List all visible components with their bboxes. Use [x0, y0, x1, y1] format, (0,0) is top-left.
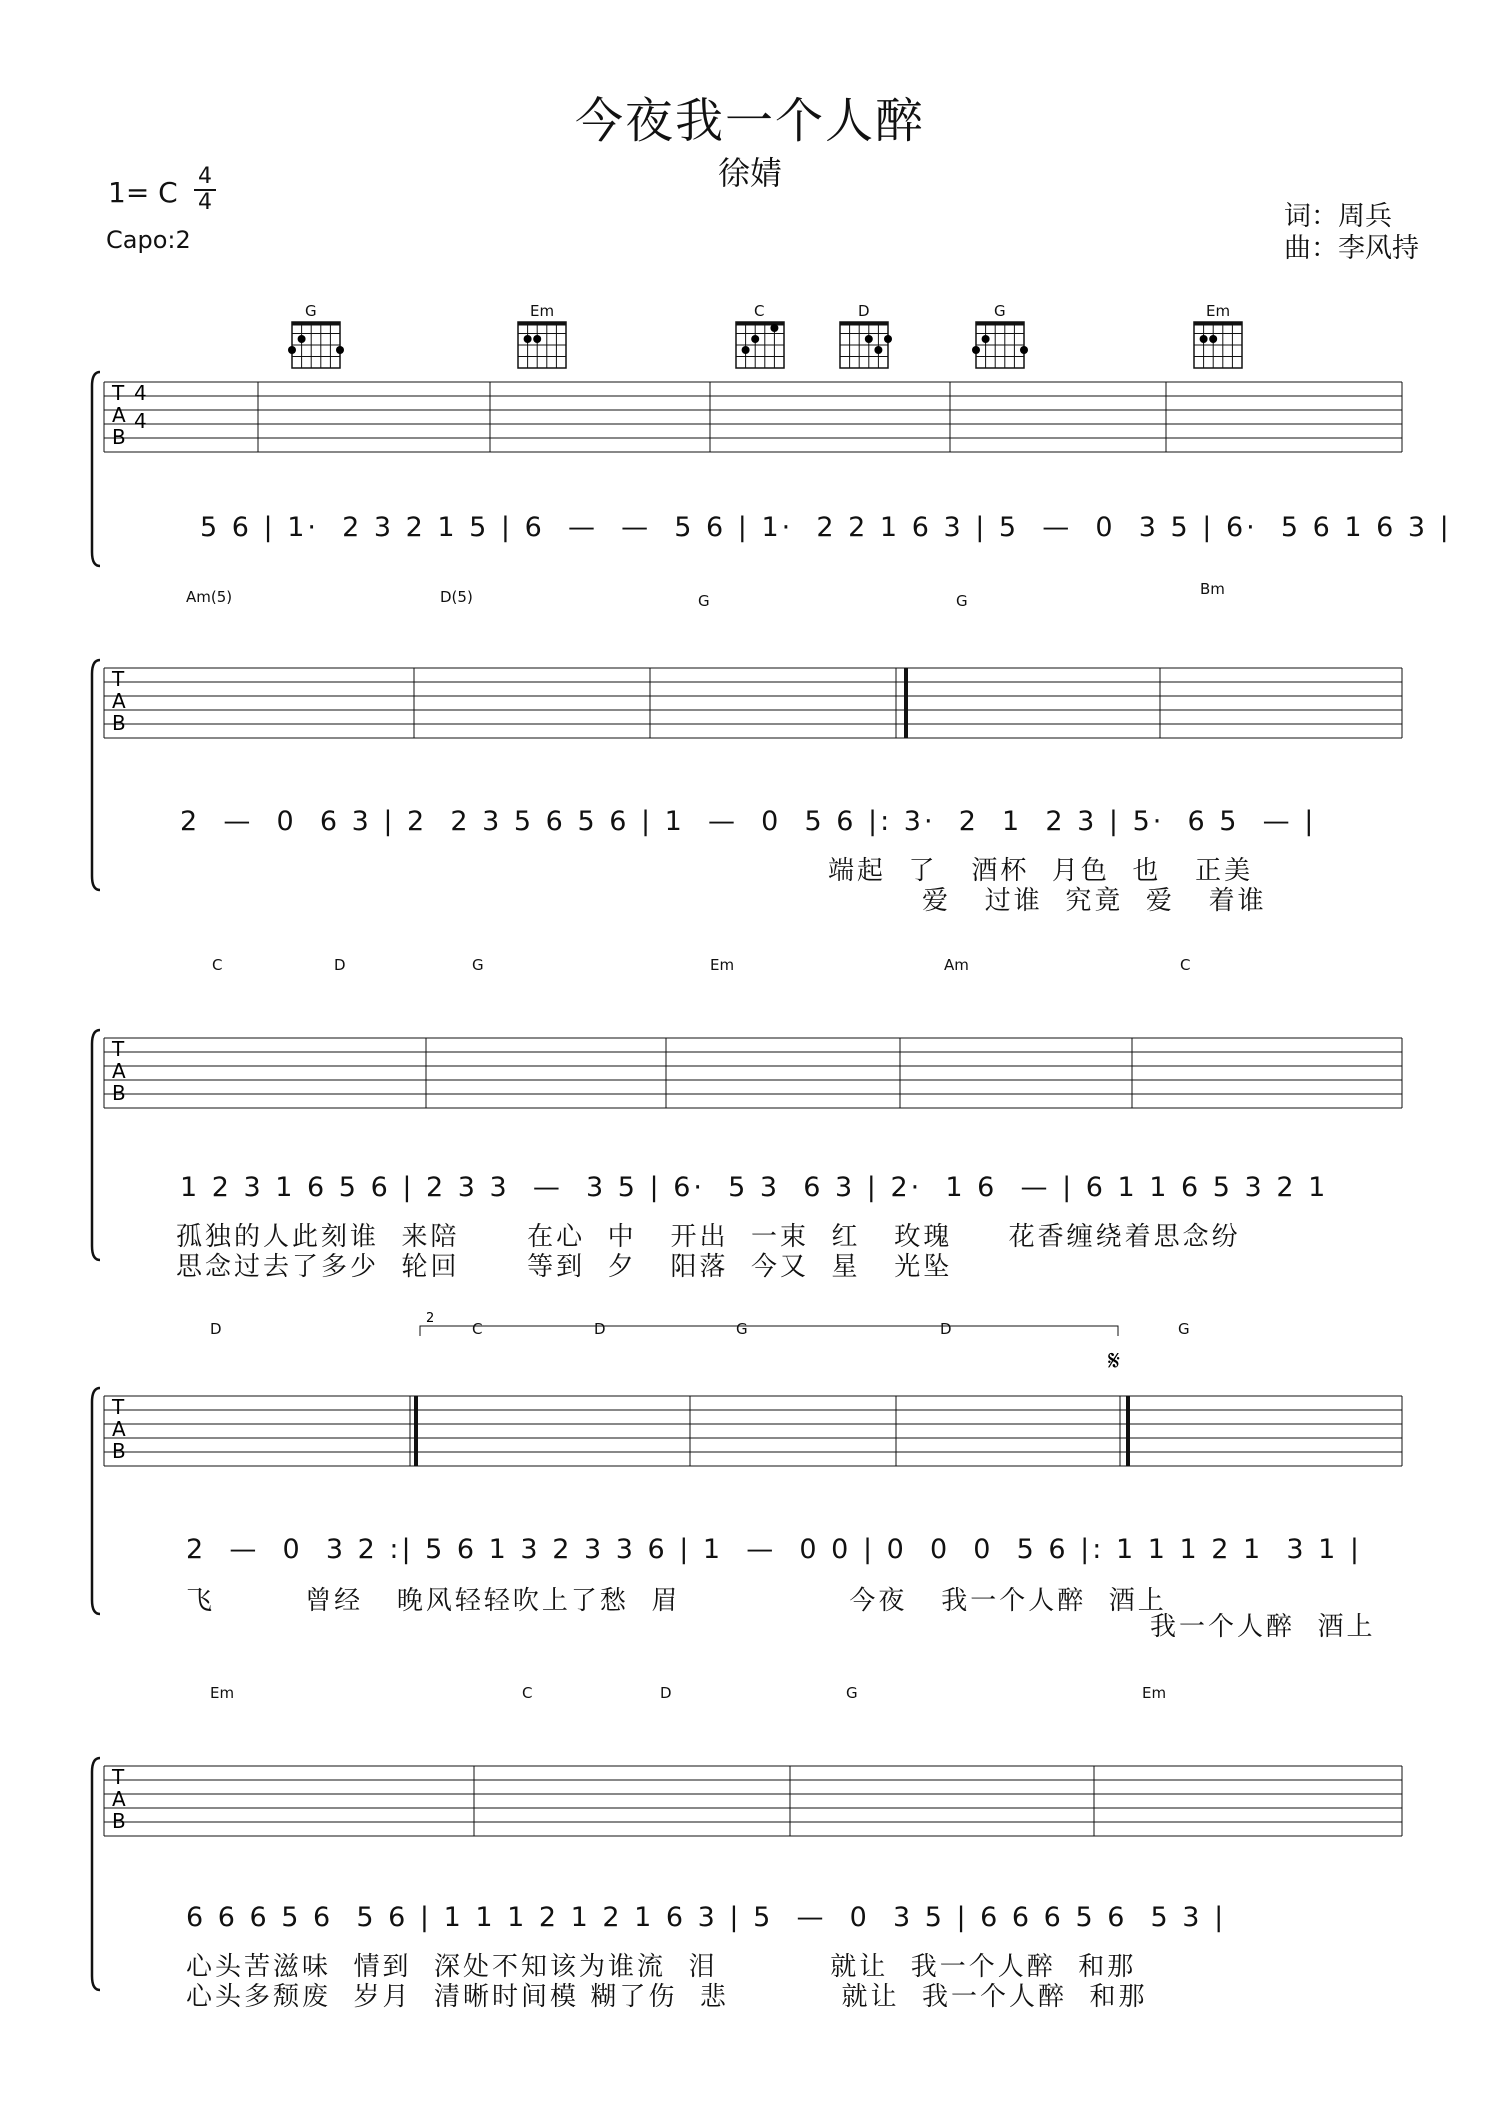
jianpu-line-2: 2 — 0 6 3 | 2 2 3 5 6 5 6 | 1 — 0 5 6 |: 3· 2 1 2 3 | 5· 6 5 — | — [180, 806, 1317, 837]
key-signature: 1= C — [108, 176, 178, 209]
chord-label: G — [956, 592, 968, 610]
system-3 — [0, 950, 1500, 1290]
system-5 — [0, 1680, 1500, 2020]
time-signature — [194, 166, 216, 214]
lyrics-line-5b: 心头多颓废 岁月 清晰时间模 糊了伤 悲 就让 我一个人醉 和那 — [186, 1982, 1148, 2012]
lyricist-credit: 词：周兵 — [1284, 201, 1392, 232]
chord-label: Em — [210, 1684, 235, 1702]
jianpu-line-1: 5 6 | 1· 2 3 2 1 5 | 6 — — 5 6 | 1· 2 2 1 6 3 | 5 — 0 3 5 | 6· 5 6 1 6 3 | — [200, 512, 1452, 543]
svg-text:A: A — [112, 1059, 126, 1083]
svg-text:B: B — [112, 711, 126, 735]
chord-label: G — [698, 592, 710, 610]
jianpu-line-3: 1 2 3 1 6 5 6 | 2 3 3 — 3 5 | 6· 5 3 6 3 | 2· 1 6 — | 6 1 1 6 5 3 2 1 — [180, 1172, 1329, 1203]
svg-text:A: A — [112, 1787, 126, 1811]
lyrics-line-5a: 心头苦滋味 情到 深处不知该为谁流 泪 就让 我一个人醉 和那 — [186, 1952, 1137, 1982]
lyrics-line-3a: 孤独的人此刻谁 来陪 在心 中 开出 一束 红 玫瑰 花香缠绕着思念纷 — [176, 1222, 1241, 1252]
chord-label: G — [1178, 1320, 1190, 1338]
svg-text:4: 4 — [134, 409, 147, 433]
svg-text:B: B — [112, 1081, 126, 1105]
system-1 — [0, 290, 1500, 570]
svg-text:B: B — [112, 1809, 126, 1833]
artist-name: 徐婧 — [717, 154, 782, 192]
svg-text:𝄋: 𝄋 — [1108, 1344, 1121, 1377]
svg-text:T: T — [112, 1395, 125, 1419]
svg-text:T: T — [112, 667, 125, 691]
chord-label: G — [994, 302, 1006, 320]
time-signature-top: 4 — [198, 164, 212, 189]
chord-diagrams-1 — [288, 322, 1242, 368]
tab-staff-2 — [0, 580, 1500, 920]
jianpu-line-4: 2 — 0 3 2 :| 5 6 1 3 2 3 3 6 | 1 — 0 0 | 0 0 0 5 6 |: 1 1 1 2 1 3 1 | — [186, 1534, 1362, 1565]
capo-label: Capo:2 — [106, 226, 191, 254]
svg-text:B: B — [112, 425, 126, 449]
chord-label: Em — [530, 302, 555, 320]
svg-text:A: A — [112, 403, 126, 427]
chord-label: D — [594, 1320, 606, 1338]
svg-text:B: B — [112, 1439, 126, 1463]
chord-label: D(5) — [440, 588, 473, 606]
chord-label: Bm — [1200, 580, 1225, 598]
svg-text:T: T — [112, 1037, 125, 1061]
lyrics-line-2b: 爱 过谁 究竟 爱 着谁 — [922, 886, 1267, 916]
chord-label: D — [940, 1320, 952, 1338]
chord-label: G — [305, 302, 317, 320]
lyrics-line-4b: 我一个人醉 酒上 — [1150, 1612, 1376, 1642]
chord-label: Am — [944, 956, 969, 974]
chord-label: C — [472, 1320, 483, 1338]
chord-label: G — [472, 956, 484, 974]
song-title: 今夜我一个人醉 — [574, 93, 925, 149]
chord-label: D — [858, 302, 870, 320]
chord-label: D — [334, 956, 346, 974]
chord-label: G — [736, 1320, 748, 1338]
jianpu-line-5: 6 6 6 5 6 5 6 | 1 1 1 2 1 2 1 6 3 | 5 — 0 3 5 | 6 6 6 5 6 5 3 | — [186, 1902, 1227, 1933]
svg-text:A: A — [112, 689, 126, 713]
chord-label: C — [212, 956, 223, 974]
chord-label: Em — [1206, 302, 1231, 320]
svg-text:T: T — [112, 381, 125, 405]
chord-label: Em — [710, 956, 735, 974]
chord-label: C — [1180, 956, 1191, 974]
lyrics-line-4a: 飞 曾经 晚风轻轻吹上了愁 眉 今夜 我一个人醉 酒上 — [186, 1586, 1167, 1616]
svg-text:2: 2 — [426, 1311, 435, 1326]
chord-label: D — [210, 1320, 222, 1338]
time-signature-bottom: 4 — [198, 190, 212, 215]
svg-text:4: 4 — [134, 381, 147, 405]
chord-label: D — [660, 1684, 672, 1702]
system-4 — [0, 1300, 1500, 1642]
lyrics-line-2a: 端起 了 酒杯 月色 也 正美 — [828, 856, 1254, 886]
chord-label: C — [754, 302, 765, 320]
svg-text:A: A — [112, 1417, 126, 1441]
composer-credit: 曲：李风持 — [1284, 233, 1419, 264]
svg-text:T: T — [112, 1765, 125, 1789]
chord-label: Em — [1142, 1684, 1167, 1702]
lyrics-line-3b: 思念过去了多少 轮回 等到 夕 阳落 今又 星 光坠 — [176, 1252, 953, 1282]
chord-label: Am(5) — [186, 588, 233, 606]
system-2 — [0, 580, 1500, 920]
chord-label: C — [522, 1684, 533, 1702]
chord-label: G — [846, 1684, 858, 1702]
